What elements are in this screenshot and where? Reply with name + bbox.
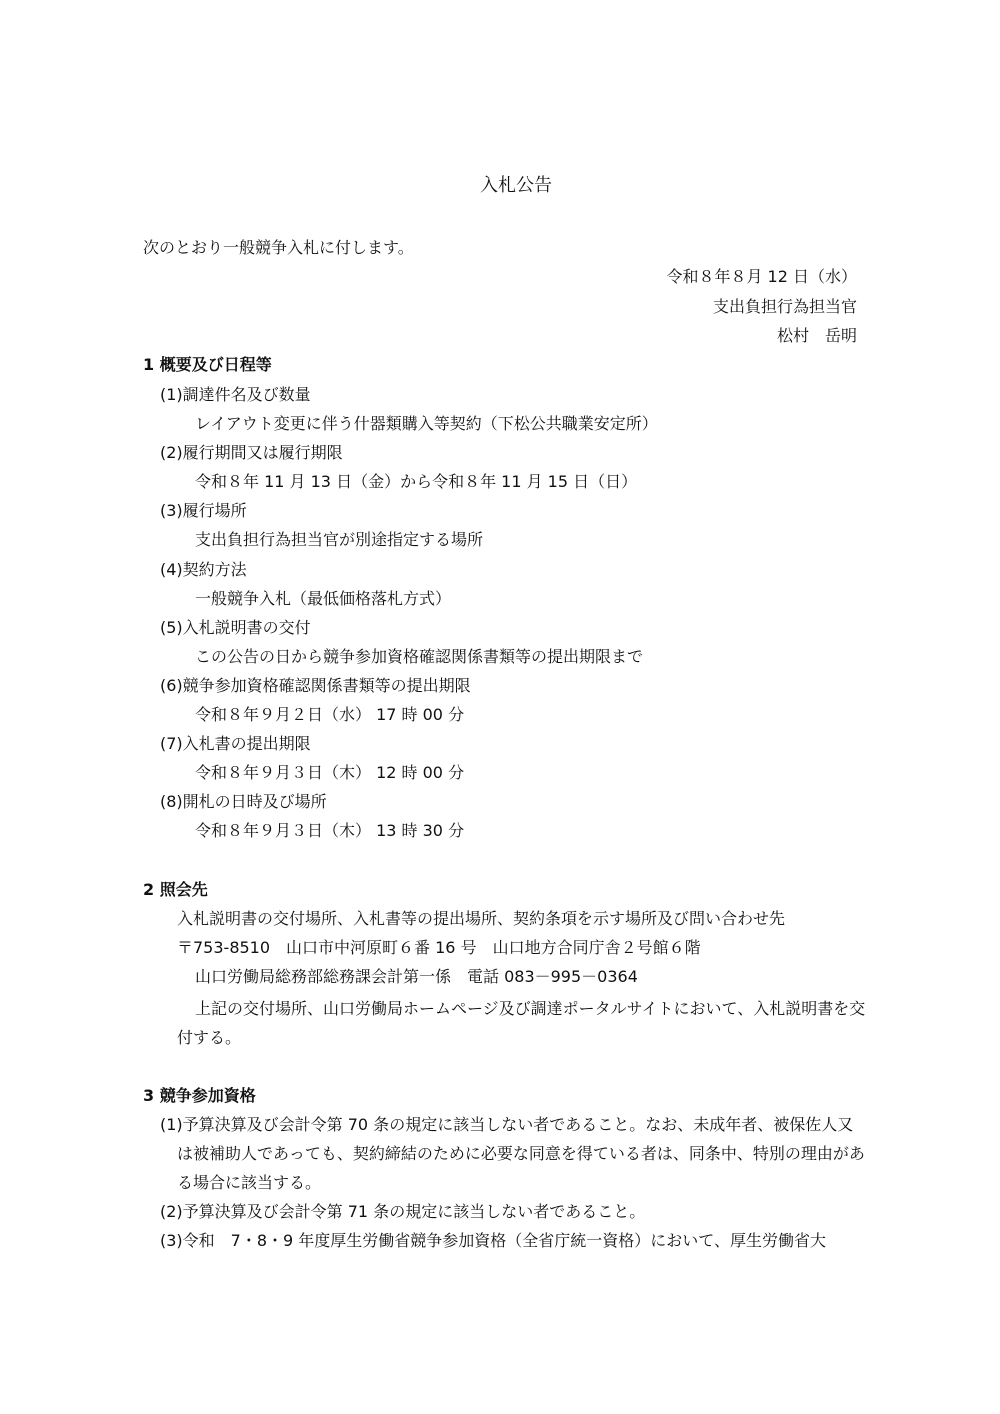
qualification-1-line-1: (1)予算決算及び会計令第 70 条の規定に該当しない者であること。なお、未成年者、被保佐人又 (160, 1115, 854, 1134)
item-7-value: 令和８年９月３日（木） 12 時 00 分 (195, 763, 465, 782)
item-6-label: (6)競争参加資格確認関係書類等の提出期限 (160, 676, 471, 695)
item-4-label: (4)契約方法 (160, 560, 247, 579)
item-5-value: この公告の日から競争参加資格確認関係書類等の提出期限まで (195, 647, 644, 666)
item-1-value: レイアウト変更に伴う什器類購入等契約（下松公共職業安定所） (195, 414, 658, 433)
qualification-2: (2)予算決算及び会計令第 71 条の規定に該当しない者であること。 (160, 1202, 646, 1221)
section-1-heading: 1 概要及び日程等 (143, 355, 272, 374)
item-3-label: (3)履行場所 (160, 501, 247, 520)
section-3-heading: 3 競争参加資格 (143, 1086, 256, 1105)
contact-office-phone: 山口労働局総務部総務課会計第一係 電話 083－995－0364 (195, 967, 638, 986)
item-6-value: 令和８年９月２日（水） 17 時 00 分 (195, 705, 465, 724)
item-2-value: 令和８年 11 月 13 日（金）から令和８年 11 月 15 日（日） (195, 472, 638, 491)
qualification-1-line-3: る場合に該当する。 (177, 1173, 322, 1192)
item-7-label: (7)入札書の提出期限 (160, 734, 311, 753)
item-3-value: 支出負担行為担当官が別途指定する場所 (195, 530, 484, 549)
item-2-label: (2)履行期間又は履行期限 (160, 443, 343, 462)
item-5-label: (5)入札説明書の交付 (160, 618, 311, 637)
document-title: 入札公告 (480, 175, 552, 196)
issuer-position: 支出負担行為担当官 (712, 297, 857, 316)
contact-address: 〒753-8510 山口市中河原町６番 16 号 山口地方合同庁舎２号館６階 (177, 938, 701, 957)
section-2-heading: 2 照会先 (143, 880, 208, 899)
contact-note-line-1: 上記の交付場所、山口労働局ホームページ及び調達ポータルサイトにおいて、入札説明書を交 (195, 999, 866, 1018)
intro-text: 次のとおり一般競争入札に付します。 (143, 238, 414, 257)
issue-date: 令和８年８月 12 日（水） (666, 267, 857, 286)
contact-line-1: 入札説明書の交付場所、入札書等の提出場所、契約条項を示す場所及び問い合わせ先 (177, 909, 786, 928)
contact-note-line-2: 付する。 (177, 1028, 242, 1047)
qualification-3: (3)令和 7・8・9 年度厚生労働省競争参加資格（全省庁統一資格）において、厚生労働省大 (160, 1231, 826, 1250)
item-8-value: 令和８年９月３日（木） 13 時 30 分 (195, 821, 465, 840)
qualification-1-line-2: は被補助人であっても、契約締結のために必要な同意を得ている者は、同条中、特別の理由があ (177, 1144, 865, 1163)
item-4-value: 一般競争入札（最低価格落札方式） (195, 589, 452, 608)
item-8-label: (8)開札の日時及び場所 (160, 792, 327, 811)
issuer-name: 松村 岳明 (776, 326, 857, 345)
item-1-label: (1)調達件名及び数量 (160, 385, 311, 404)
